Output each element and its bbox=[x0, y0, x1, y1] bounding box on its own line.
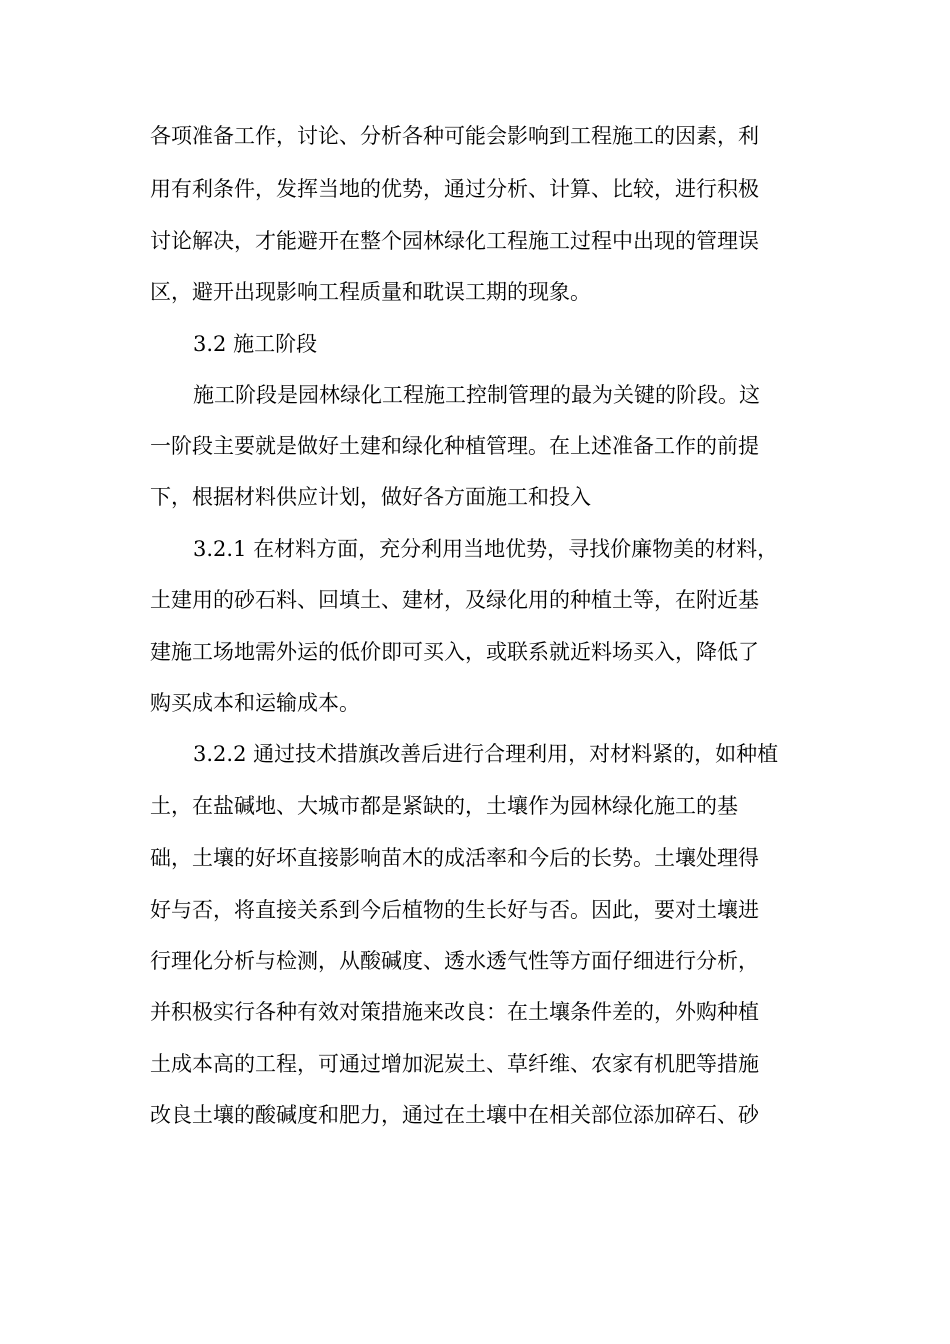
paragraph-line: 土，在盐碱地、大城市都是紧缺的，土壤作为园林绿化施工的基 bbox=[150, 794, 738, 818]
paragraph-line: 土建用的砂石料、回填土、建材，及绿化用的种植土等，在附近基 bbox=[150, 588, 759, 612]
section-heading-3-2: 3.2 施工阶段 bbox=[193, 332, 318, 356]
paragraph-line: 一阶段主要就是做好土建和绿化种植管理。在上述准备工作的前提 bbox=[150, 434, 759, 458]
paragraph-line: 建施工场地需外运的低价即可买入，或联系就近料场买入，降低了 bbox=[150, 640, 759, 664]
paragraph-line: 改良土壤的酸碱度和肥力，通过在土壤中在相关部位添加碎石、砂 bbox=[150, 1103, 759, 1127]
paragraph-line: 各项准备工作，讨论、分析各种可能会影响到工程施工的因素，利 bbox=[150, 124, 759, 148]
paragraph-line: 讨论解决，才能避开在整个园林绿化工程施工过程中出现的管理误 bbox=[150, 229, 759, 253]
paragraph-line: 好与否，将直接关系到今后植物的生长好与否。因此，要对土壤进 bbox=[150, 898, 759, 922]
paragraph-line: 础，土壤的好坏直接影响苗木的成活率和今后的长势。土壤处理得 bbox=[150, 846, 759, 870]
paragraph-line: 施工阶段是园林绿化工程施工控制管理的最为关键的阶段。这 bbox=[193, 383, 760, 407]
paragraph-line: 购买成本和运输成本。 bbox=[150, 691, 360, 715]
paragraph-line: 行理化分析与检测，从酸碱度、透水透气性等方面仔细进行分析， bbox=[150, 949, 759, 973]
paragraph-line: 3.2.1 在材料方面，充分利用当地优势，寻找价廉物美的材料， bbox=[193, 537, 779, 561]
paragraph-line: 土成本高的工程，可通过增加泥炭土、草纤维、农家有机肥等措施 bbox=[150, 1052, 759, 1076]
paragraph-line: 3.2.2 通过技术措旗改善后进行合理利用，对材料紧的，如种植 bbox=[193, 742, 779, 766]
paragraph-line: 下，根据材料供应计划，做好各方面施工和投入 bbox=[150, 485, 591, 509]
paragraph-line: 区，避开出现影响工程质量和耽误工期的现象。 bbox=[150, 280, 591, 304]
paragraph-line: 用有利条件，发挥当地的优势，通过分析、计算、比较，进行积极 bbox=[150, 177, 759, 201]
paragraph-line: 并积极实行各种有效对策措施来改良：在土壤条件差的，外购种植 bbox=[150, 1000, 759, 1024]
